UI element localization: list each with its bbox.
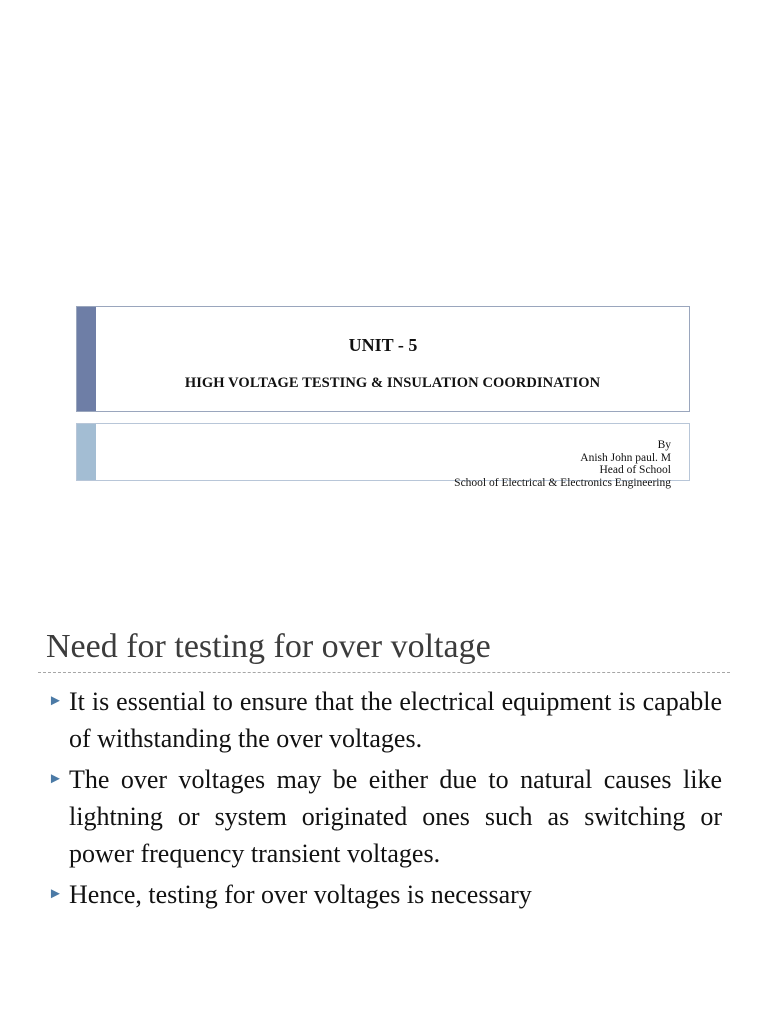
title-accent-bar [77, 307, 96, 411]
triangle-bullet-icon: ► [48, 771, 63, 787]
title-box [76, 306, 690, 412]
author-box [76, 423, 690, 489]
bullet-text: It is essential to ensure that the electrical equipment is capable of withstanding the over voltages. [69, 687, 722, 753]
bullet-text: The over voltages may be either due to natural causes like lightning or system originated ones such as switching or power frequency transient voltages. [69, 765, 722, 868]
triangle-bullet-icon: ► [48, 886, 63, 902]
bullet-item [46, 761, 722, 872]
bullet-item [46, 683, 722, 757]
author-accent-bar [77, 424, 96, 480]
unit-subtitle: HIGH VOLTAGE TESTING & INSULATION COORDINATION [184, 375, 601, 391]
slide-title: Need for testing for over voltage [46, 628, 491, 665]
author-by: By [657, 439, 671, 451]
author-role: Head of School [599, 464, 671, 476]
author-name: Anish John paul. M [580, 451, 671, 464]
unit-label: UNIT - 5 [348, 335, 418, 355]
bullet-text: Hence, testing for over voltages is necessary [69, 880, 532, 909]
triangle-bullet-icon: ► [48, 693, 63, 709]
title-divider [38, 672, 730, 673]
bullet-list [46, 683, 722, 917]
content-slide [0, 560, 768, 1024]
bullet-item [46, 876, 722, 913]
author-block [454, 439, 671, 489]
author-school: School of Electrical & Electronics Engineering [454, 476, 671, 489]
